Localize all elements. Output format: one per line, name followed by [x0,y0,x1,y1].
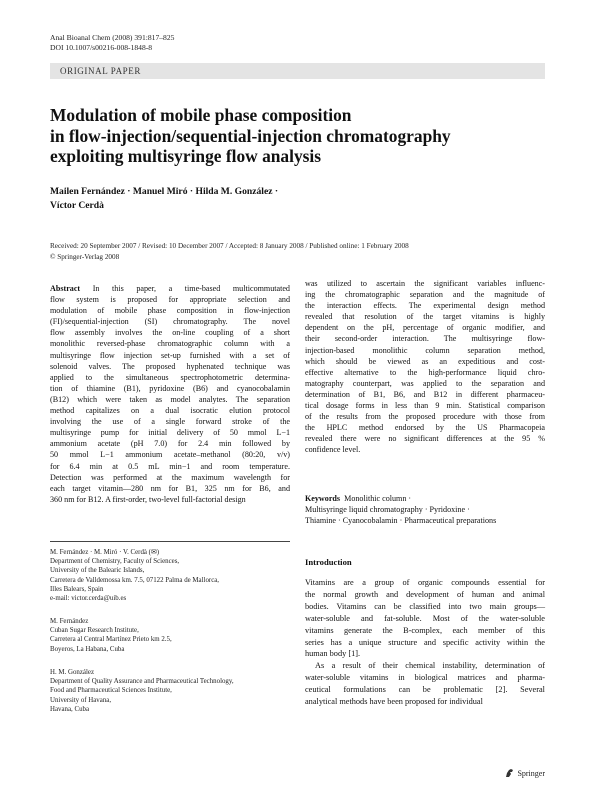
affiliation-line: Carretera al Central Martínez Prieto km 2.5, [50,636,172,644]
affiliation-2 [50,617,290,654]
abstract-line: 50 mmol L−1 ammonium acetate–methanol (80:20, v/v) [50,450,290,460]
abstract-line: flow system is proposed for appropriate selection and [50,295,290,305]
doi-line: DOI 10.1007/s00216-008-1848-8 [50,43,153,52]
introduction-line: analytical methods have been proposed for individual [305,697,483,707]
abstract-text: In this paper, a time-based multicommutated [92,284,290,293]
introduction-line: vitamins generate the B-complex, each member of this [305,625,545,635]
keyword-line: Thiamine · Cyanocobalamin · Pharmaceutical preparations [305,516,497,526]
title-line: in flow-injection/sequential-injection chromatography [50,125,451,146]
keywords-label: Keywords [305,494,341,503]
affiliation-line: Carretera de Valldemossa km. 7.5, 07122 Palma de Mallorca, [50,576,220,584]
abstract-line: (FI)/sequential-injection (SI) chromatography. The novel [50,317,290,327]
title-line: Modulation of mobile phase composition [50,105,352,125]
title-line: exploiting multisyringe flow analysis [50,146,322,166]
abstract-line: of the results from the proposed procedure with those from [305,412,545,422]
abstract-left-column [50,283,290,505]
affiliation-1 [50,548,290,603]
abstract-line: tical dosage forms in less than 9 min. Statistical comparison [305,401,545,411]
abstract-line: the interaction effects. The experimental design method [305,301,545,311]
publication-history [50,241,545,262]
affiliation-line: University of the Balearic Islands, [50,567,145,575]
introduction-line: bodies. Vitamins can be classified into two main groups— [305,601,545,611]
springer-horse-icon [505,768,514,778]
abstract-line: revealed that resolution of the target vitamins is highly [305,312,545,322]
abstract-line: multisyringe pump for initial delivery of 50 mmol L−1 [50,428,290,438]
introduction-line: ceutical formulations can be problematic [2]. Several [305,685,545,695]
abstract-line: method capitalizes on a dual isocratic elution protocol [50,406,290,416]
affiliation-line: Food and Pharmaceutical Sciences Institute, [50,687,172,695]
publisher-name: Springer [517,768,545,778]
article-title [50,105,550,167]
introduction-line: water-soluble and fat-soluble. Most of the water-soluble [305,613,545,623]
affiliation-line: M. Fernández [50,618,89,625]
abstract-line: each target vitamin—280 nm for B1, 325 nm for B6, and [50,483,290,493]
abstract-line: solenoid valves. The proposed hyphenated technique was [50,361,290,371]
abstract-line: (B12) which were taken as model analytes. The separation [50,394,290,404]
affiliation-line: H. M. González [50,669,95,676]
abstract-line: dependent on the pH, percentage of organic modifier, and [305,323,545,333]
abstract-right-column [305,278,545,456]
author-line: Mailen Fernández · Manuel Miró · Hilda M. González · [50,186,279,197]
abstract-line: was utilized to ascertain the significant variables influenc- [305,279,545,288]
abstract-line: tion of thiamine (B1), pyridoxine (B6) and cyanocobalamin [50,383,290,393]
author-line: Víctor Cerdà [50,200,104,211]
keywords-block [305,493,545,526]
abstract-line: Detection was performed at the maximum wavelength for [50,472,290,482]
abstract-line: multisyringe flow injection set-up furnished with a set of [50,350,290,360]
abstract-line: ammonium acetate (pH 7.0) for 2.4 min followed by [50,439,290,449]
introduction-line: human body [1]. [305,649,361,659]
introduction-line: water-soluble vitamins in biological matrices and pharma- [305,673,545,683]
abstract-line: confidence level. [305,445,361,455]
affiliation-line: M. Fernández · M. Miró · V. Cerdà (✉) [50,549,160,556]
abstract-line: flow assembly involves the on-line coupling of a short [50,328,290,338]
affiliation-line: Department of Quality Assurance and Pharmaceutical Technology, [50,678,234,686]
abstract-line: the HPLC method endorsed by the US Pharmacopeia [305,423,545,433]
abstract-line: determination of B1, B6, and B12 in different pharmaceu- [305,389,545,399]
introduction-heading: Introduction [305,557,352,567]
abstract-line: 360 nm for B12. A first-order, two-level full-factorial design [50,494,246,504]
affiliation-line: Boyeros, La Habana, Cuba [50,645,125,653]
footnote-rule [50,541,290,542]
introduction-line: As a result of their chemical instability, determination of [315,661,545,671]
abstract-line: ing the chromatographic separation and the magnitude of [305,290,545,300]
abstract-line: effective alternative to the high-performance liquid chro- [305,367,545,377]
abstract-line: involving the use of a single forward stroke of the [50,417,290,427]
publisher-footer [505,768,545,778]
article-type-banner: ORIGINAL PAPER [50,63,545,79]
introduction-body [305,577,545,708]
keyword-line: Monolithic column · [344,494,412,503]
abstract-line: their second-order interaction. The multisyringe flow- [305,334,545,344]
abstract-line: for 6.4 min at 0.5 mL min−1 and room temperature. [50,461,290,471]
affiliation-3 [50,668,290,714]
affiliation-line: Cuban Sugar Research Institute, [50,627,139,635]
abstract-line: which should be viewed as an expeditious and cost- [305,356,545,366]
abstract-line: injection-based monolithic column separation method, [305,345,545,355]
copyright-line: © Springer-Verlag 2008 [50,252,120,261]
introduction-line: the normal growth and development of human and animal [305,589,545,599]
abstract-line: modulation of mobile phase composition in flow-injection [50,306,290,316]
author-list [50,185,450,213]
abstract-line: applied to the simultaneous spectrophotometric determina- [50,372,290,382]
affiliation-line: Department of Chemistry, Faculty of Sciences, [50,558,180,566]
affiliation-line: Havana, Cuba [50,705,90,713]
affiliation-line: e-mail: victor.cerda@uib.es [50,595,127,603]
journal-citation: Anal Bioanal Chem (2008) 391:817–825 [50,33,175,42]
abstract-line: matography counterpart, was applied to the separation and [305,378,545,388]
introduction-line: Vitamins are a group of organic compounds essential for [305,578,545,587]
abstract-line: monolithic reversed-phase chromatographic column with a [50,339,290,349]
affiliation-line: Illes Balears, Spain [50,585,104,593]
introduction-line: series has a unique structure and specific activity within the [305,637,545,647]
abstract-line [50,283,290,294]
abstract-label: Abstract [50,284,81,293]
abstract-line: revealed there were no significant differences at the 95 % [305,434,545,444]
history-line: Received: 20 September 2007 / Revised: 10 December 2007 / Accepted: 8 January 2008 / Published online: 1 February 2008 [50,242,409,250]
affiliation-line: University of Havana, [50,696,112,704]
keyword-line: Multisyringe liquid chromatography · Pyridoxine · [305,505,470,515]
